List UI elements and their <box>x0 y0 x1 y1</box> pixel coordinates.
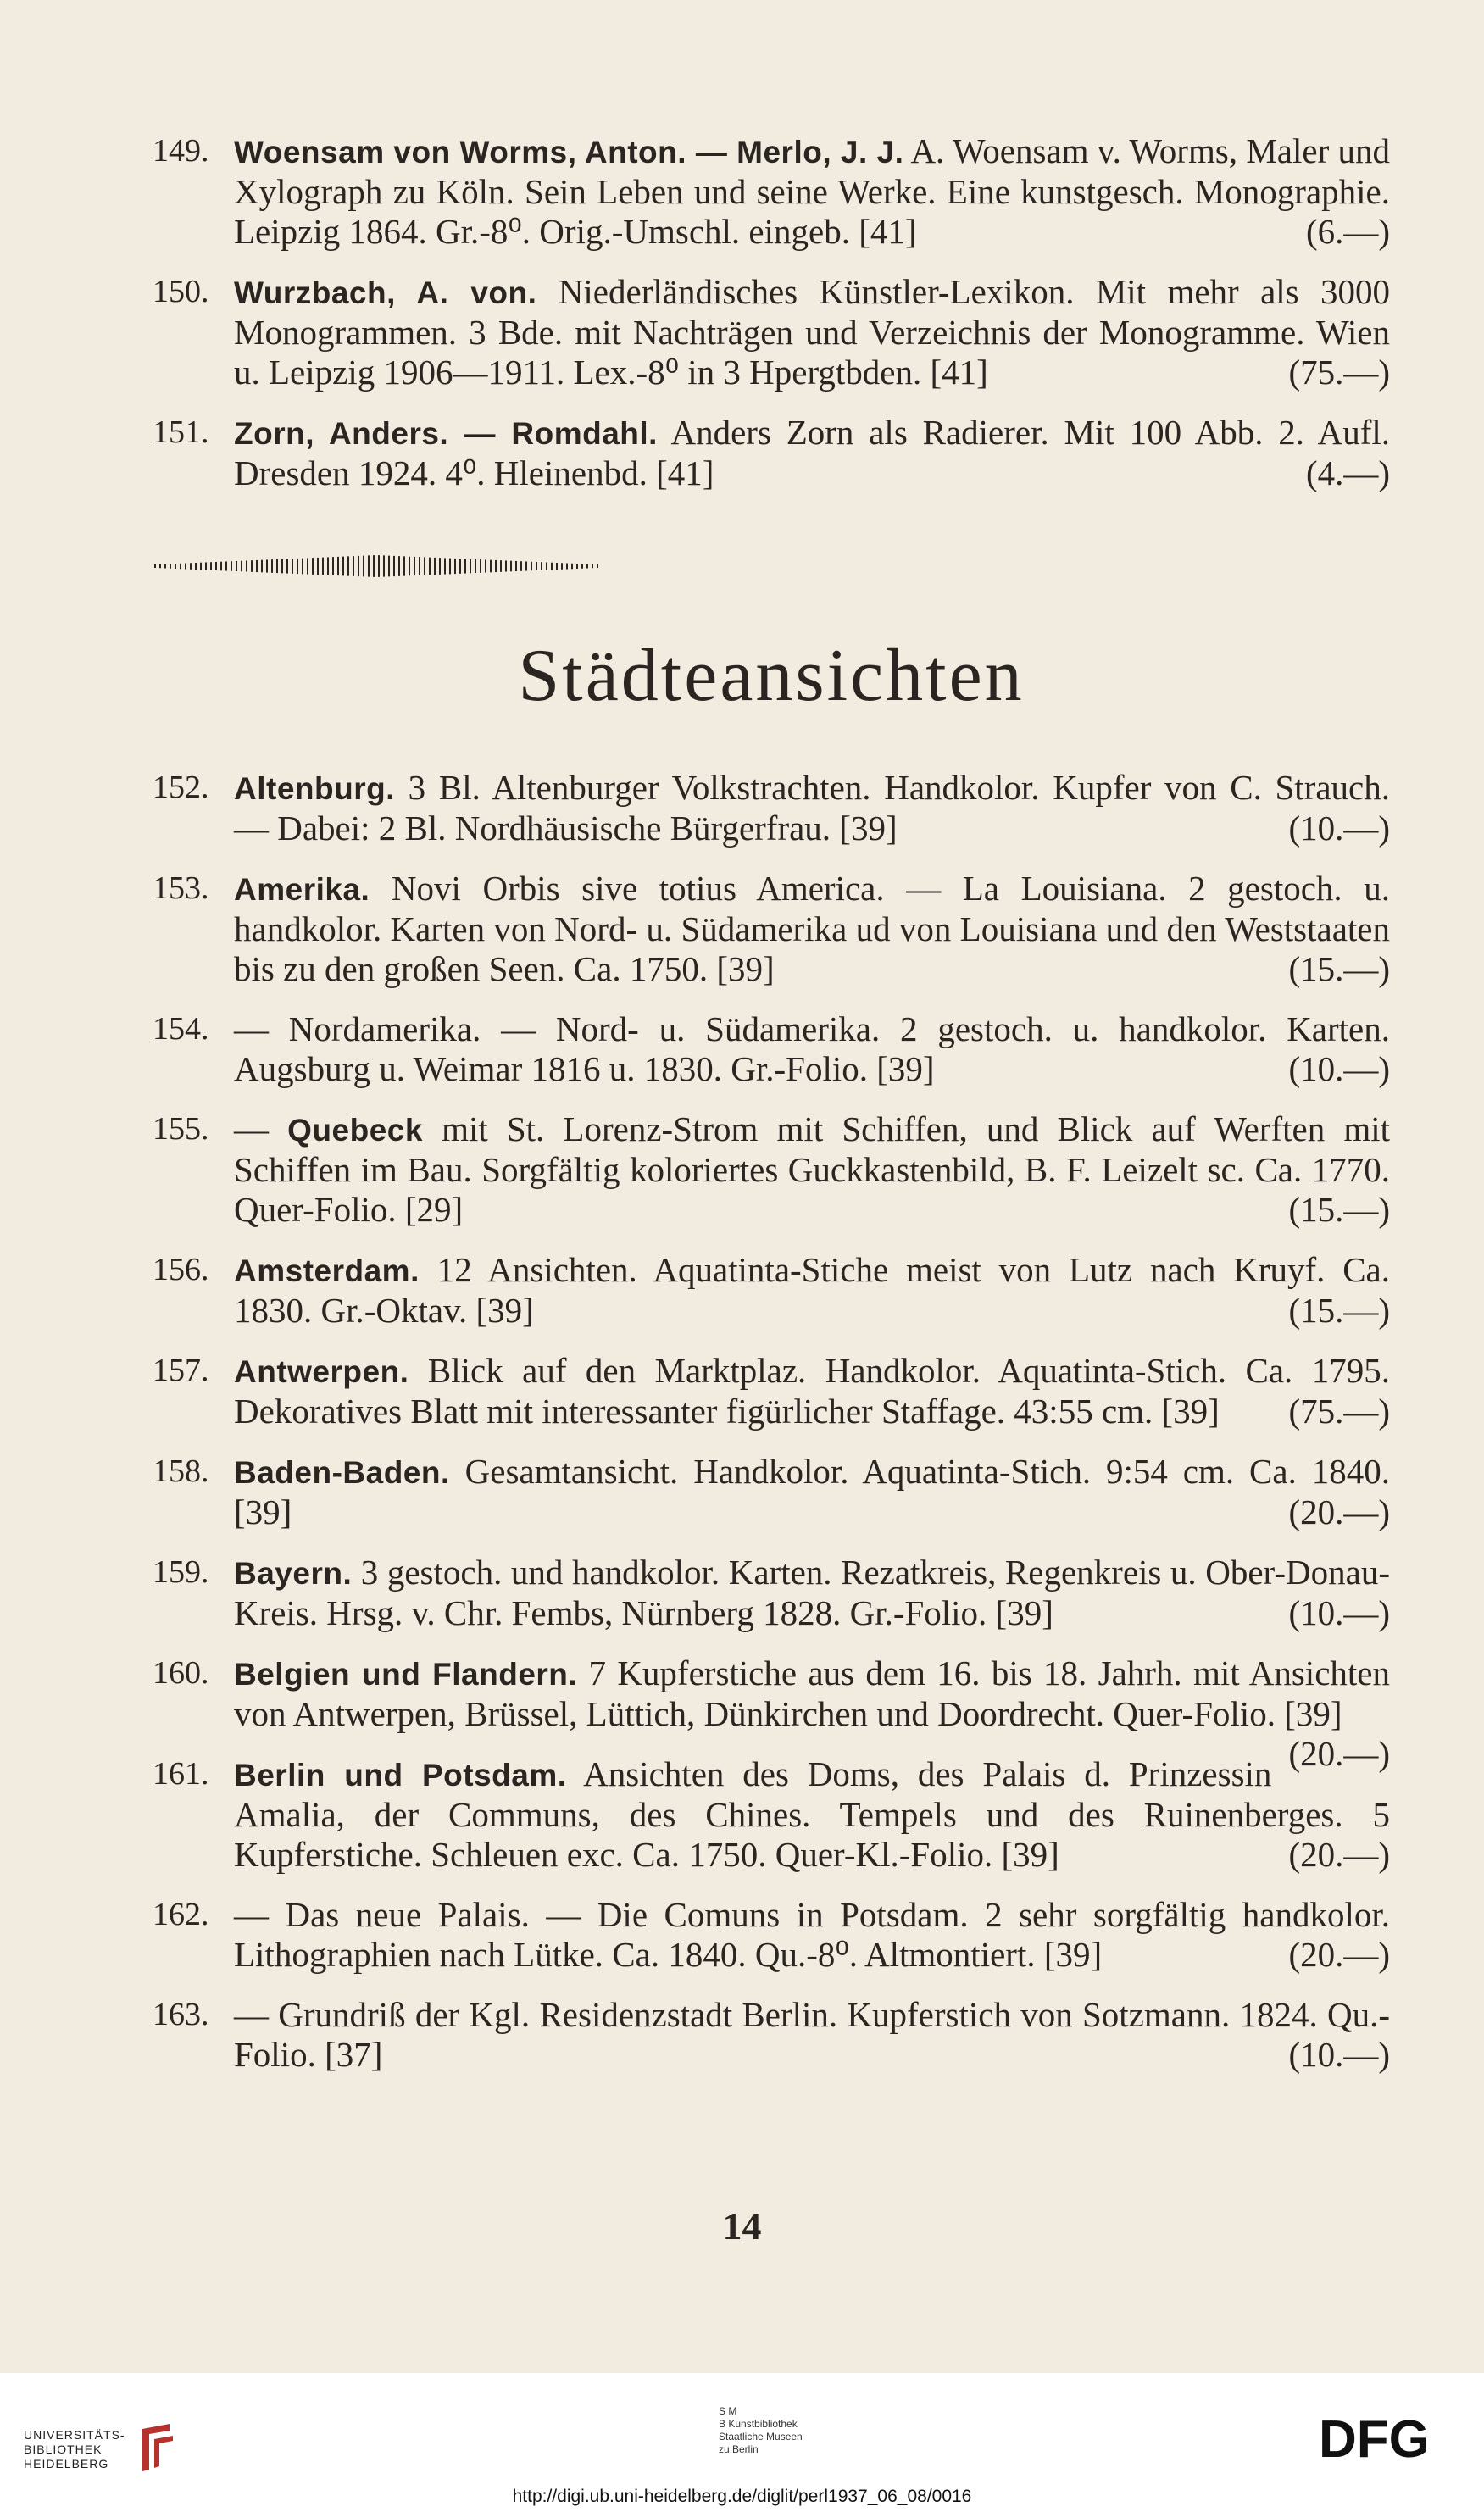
entry-price: (20.—) <box>1288 1835 1390 1874</box>
entry-price: (15.—) <box>1288 1190 1390 1229</box>
entry-description: Blick auf den Marktplaz. Handkolor. Aquatinta-Stich. Ca. 1795. Dekoratives Blatt mit interessanter figürlicher Staffage. 43:55 cm. [39] <box>234 1351 1390 1431</box>
entry-prefix: — <box>234 1109 288 1148</box>
entry-number: 149. <box>153 133 209 169</box>
entry-description: — Das neue Palais. — Die Comuns in Potsdam. 2 sehr sorgfältig handkolor. Lithographien nach Lütke. Ca. 1840. Qu.-8⁰. Altmontiert. [39] <box>234 1895 1390 1974</box>
entry-number: 156. <box>153 1252 209 1287</box>
entries-main <box>153 768 1390 2075</box>
entry-price: (10.—) <box>1288 1593 1390 1632</box>
library-name: UNIVERSITÄTS- BIBLIOTHEK HEIDELBERG <box>24 2428 125 2470</box>
entry-number: 159. <box>153 1554 209 1590</box>
catalog-entry <box>153 1009 1390 1089</box>
dfg-logo <box>1319 2413 1471 2464</box>
entry-heading: Baden-Baden. <box>234 1455 450 1490</box>
entry-description: 12 Ansichten. Aquatinta-Stiche meist von Lutz nach Kruyf. Ca. 1830. Gr.-Oktav. [39] <box>234 1250 1390 1330</box>
catalog-entry <box>153 1754 1390 1875</box>
entry-price: (4.—) <box>1305 453 1390 492</box>
entry-price: (20.—) <box>1288 1734 1390 1773</box>
entry-description: 3 gestoch. und handkolor. Karten. Rezatkreis, Regenkreis u. Ober-Donau-Kreis. Hrsg. v. Chr. Fembs, Nürnberg 1828. Gr.-Folio. [39] <box>234 1553 1390 1632</box>
catalog-entry <box>153 1553 1390 1633</box>
entry-number: 153. <box>153 870 209 906</box>
entry-description: Gesamtansicht. Handkolor. Aquatinta-Stich. 9:54 cm. Ca. 1840. [39] <box>234 1452 1390 1531</box>
catalog-entry <box>153 768 1390 848</box>
entry-price: (15.—) <box>1288 949 1390 988</box>
entry-price: (10.—) <box>1288 2035 1390 2074</box>
entry-heading: Wurzbach, A. von. <box>234 275 537 310</box>
entry-price: (20.—) <box>1288 1935 1390 1974</box>
catalog-entry <box>153 1109 1390 1230</box>
catalog-entry <box>153 272 1390 392</box>
entry-heading: Amerika. <box>234 872 370 907</box>
catalog-entry <box>153 1653 1390 1773</box>
entry-description: 7 Kupferstiche aus dem 16. bis 18. Jahrh. mit Ansichten von Antwerpen, Brüssel, Lüttich, Dünkirchen und Doordrecht. Quer-Folio. [39] <box>234 1653 1390 1733</box>
entry-price: (6.—) <box>1305 212 1390 251</box>
entry-price: (75.—) <box>1288 353 1390 392</box>
source-url-link[interactable]: http://digi.ub.uni-heidelberg.de/diglit/perl1937_06_08/0016 <box>512 2487 972 2506</box>
entry-heading: Zorn, Anders. — Romdahl. <box>234 416 658 451</box>
entry-number: 157. <box>153 1353 209 1388</box>
entry-price: (20.—) <box>1288 1492 1390 1531</box>
catalog-entry <box>153 413 1390 493</box>
catalog-entry <box>153 869 1390 989</box>
entry-price: (10.—) <box>1288 1049 1390 1088</box>
entry-price: (75.—) <box>1288 1392 1390 1431</box>
catalog-entry <box>153 1351 1390 1431</box>
entry-description: 3 Bl. Altenburger Volkstrachten. Handkolor. Kupfer von C. Strauch. — Dabei: 2 Bl. Nordhäusische Bürgerfrau. [39] <box>234 768 1390 848</box>
entry-price: (15.—) <box>1288 1291 1390 1330</box>
catalog-entry <box>153 1452 1390 1532</box>
page-number: 14 <box>722 2204 762 2248</box>
entry-number: 154. <box>153 1011 209 1047</box>
entry-heading: Quebeck <box>287 1113 423 1148</box>
entry-heading: Altenburg. <box>234 771 395 806</box>
entry-heading: Antwerpen. <box>234 1354 409 1389</box>
entry-description: — Nordamerika. — Nord- u. Südamerika. 2 gestoch. u. handkolor. Karten. Augsburg u. Weimar 1816 u. 1830. Gr.-Folio. [39] <box>234 1009 1390 1088</box>
entry-price: (10.—) <box>1288 809 1390 848</box>
section-title: Städteansichten <box>518 635 1025 717</box>
entry-number: 152. <box>153 770 209 805</box>
entry-description: Ansichten des Doms, des Palais d. Prinzessin Amalia, der Communs, des Chines. Tempels und des Ruinenberges. 5 Kupferstiche. Schleuen exc. Ca. 1750. Quer-Kl.-Folio. [39] <box>234 1754 1390 1874</box>
catalog-entry <box>153 1995 1390 2075</box>
page-content <box>153 131 1390 2095</box>
entry-heading: Belgien und Flandern. <box>234 1657 578 1692</box>
entry-heading: Woensam von Worms, Anton. — Merlo, J. J. <box>234 135 904 170</box>
entry-number: 155. <box>153 1111 209 1147</box>
entry-heading: Amsterdam. <box>234 1253 420 1288</box>
entry-number: 158. <box>153 1453 209 1489</box>
entry-number: 162. <box>153 1897 209 1932</box>
catalog-entry <box>153 131 1390 252</box>
entry-number: 151. <box>153 414 209 450</box>
entry-description: Novi Orbis sive totius America. — La Louisiana. 2 gestoch. u. handkolor. Karten von Nord- u. Südamerika ud von Louisiana und den Weststaaten bis zu den großen Seen. Ca. 1750. [39] <box>234 869 1390 988</box>
entry-description: mit St. Lorenz-Strom mit Schiffen, und Blick auf Werften mit Schiffen im Bau. Sorgfältig koloriertes Guckkastenbild, B. F. Leizelt sc. Ca. 1770. Quer-Folio. [29] <box>234 1109 1390 1229</box>
entry-description: Niederländisches Künstler-Lexikon. Mit mehr als 3000 Monogrammen. 3 Bde. mit Nachträgen und Verzeichnis der Monogramme. Wien u. Leipzig 1906—1911. Lex.-8⁰ in 3 Hpergtbden. [41] <box>234 272 1391 392</box>
entry-description: — Grundriß der Kgl. Residenzstadt Berlin. Kupferstich von Sotzmann. 1824. Qu.-Folio. [37] <box>234 1995 1390 2074</box>
catalog-entry <box>153 1250 1390 1331</box>
entry-description: A. Woensam v. Worms, Maler und Xylograph zu Köln. Sein Leben und seine Werke. Eine kunstgesch. Monographie. Leipzig 1864. Gr.-8⁰. Orig.-Umschl. eingeb. [41] <box>234 131 1391 251</box>
entry-heading: Berlin und Potsdam. <box>234 1758 567 1792</box>
dfg-logo-text: DFG <box>1319 2413 1430 2464</box>
entry-number: 161. <box>153 1756 209 1792</box>
entry-heading: Bayern. <box>234 1556 353 1591</box>
ornament-divider <box>153 554 602 578</box>
entry-number: 163. <box>153 1997 209 2032</box>
library-logo-icon <box>136 2422 178 2475</box>
catalog-entry <box>153 1895 1390 1975</box>
entry-number: 160. <box>153 1655 209 1691</box>
museum-stamp: S M B Kunstbibliothek Staatliche Museen zu Berlin <box>719 2405 803 2455</box>
entries-top <box>153 131 1390 493</box>
entry-number: 150. <box>153 274 209 309</box>
entry-description: Anders Zorn als Radierer. Mit 100 Abb. 2. Aufl. Dresden 1924. 4⁰. Hleinenbd. [41] <box>234 413 1391 492</box>
